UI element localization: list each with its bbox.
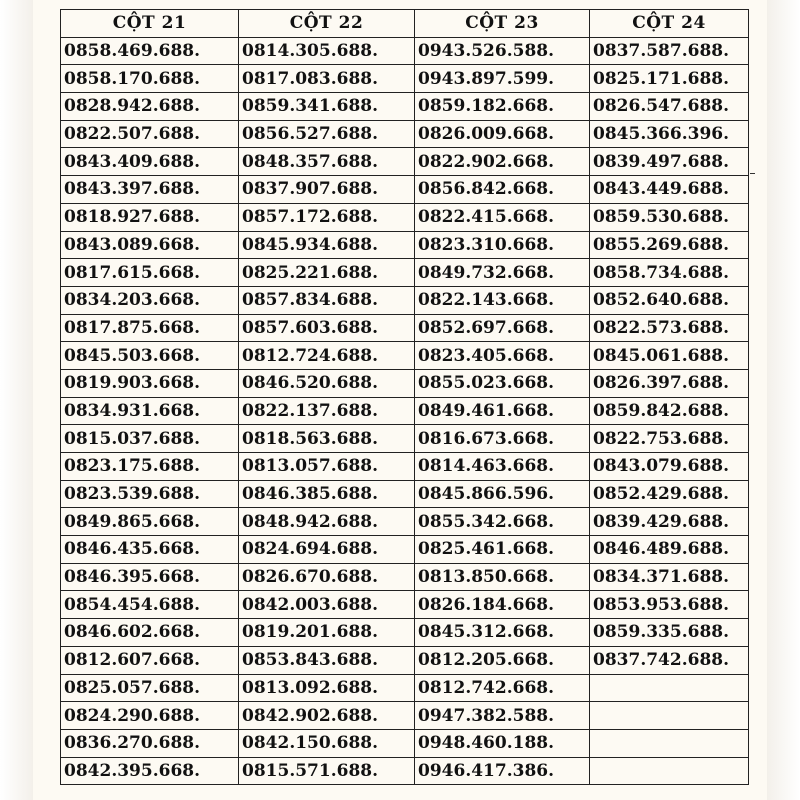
table-row bbox=[61, 508, 749, 536]
header-row bbox=[61, 10, 749, 38]
table-cell: 0943.897.599. bbox=[415, 65, 590, 93]
table-cell: 0843.089.668. bbox=[61, 231, 239, 259]
table-cell: 0842.902.688. bbox=[239, 702, 415, 730]
column-header: CỘT 23 bbox=[415, 10, 590, 38]
table-cell: 0858.170.688. bbox=[61, 65, 239, 93]
table-cell: 0852.640.688. bbox=[590, 286, 749, 314]
table-cell: 0948.460.188. bbox=[415, 729, 590, 757]
table-cell: 0859.335.688. bbox=[590, 619, 749, 647]
table-cell: 0812.607.668. bbox=[61, 646, 239, 674]
table-cell: 0849.461.668. bbox=[415, 397, 590, 425]
table-row bbox=[61, 480, 749, 508]
table-row bbox=[61, 646, 749, 674]
table-row bbox=[61, 120, 749, 148]
table-cell: 0826.397.688. bbox=[590, 369, 749, 397]
table-cell: 0846.520.688. bbox=[239, 369, 415, 397]
table-cell: 0946.417.386. bbox=[415, 757, 590, 785]
table-cell: 0943.526.588. bbox=[415, 37, 590, 65]
table-cell: 0854.454.688. bbox=[61, 591, 239, 619]
table-cell: 0825.057.688. bbox=[61, 674, 239, 702]
table-cell: 0857.603.688. bbox=[239, 314, 415, 342]
table-cell: 0823.539.688. bbox=[61, 480, 239, 508]
table-cell: 0826.184.668. bbox=[415, 591, 590, 619]
table-cell: 0855.023.668. bbox=[415, 369, 590, 397]
table-cell: 0843.449.688. bbox=[590, 176, 749, 204]
table-cell: 0848.942.688. bbox=[239, 508, 415, 536]
table-body bbox=[61, 37, 749, 785]
table-cell: 0859.530.688. bbox=[590, 203, 749, 231]
table-cell: 0836.270.688. bbox=[61, 729, 239, 757]
table-cell: 0822.753.688. bbox=[590, 425, 749, 453]
table-cell: 0845.934.688. bbox=[239, 231, 415, 259]
table-cell: 0856.527.688. bbox=[239, 120, 415, 148]
table-cell: 0839.497.688. bbox=[590, 148, 749, 176]
table-cell: 0825.461.668. bbox=[415, 536, 590, 564]
table-cell: 0842.003.688. bbox=[239, 591, 415, 619]
table-cell: 0845.312.668. bbox=[415, 619, 590, 647]
table-cell bbox=[590, 674, 749, 702]
table-cell: 0822.507.688. bbox=[61, 120, 239, 148]
table-cell: 0855.269.688. bbox=[590, 231, 749, 259]
table-row bbox=[61, 203, 749, 231]
table-row bbox=[61, 93, 749, 121]
table-cell: 0846.602.668. bbox=[61, 619, 239, 647]
table-cell: 0817.083.688. bbox=[239, 65, 415, 93]
table-cell: 0812.724.688. bbox=[239, 342, 415, 370]
table-cell: 0846.489.688. bbox=[590, 536, 749, 564]
table-row bbox=[61, 591, 749, 619]
table-cell: 0853.843.688. bbox=[239, 646, 415, 674]
table-cell: 0816.673.668. bbox=[415, 425, 590, 453]
table-cell: 0819.201.688. bbox=[239, 619, 415, 647]
table-cell: 0848.357.688. bbox=[239, 148, 415, 176]
table-cell: 0822.902.668. bbox=[415, 148, 590, 176]
table-row bbox=[61, 176, 749, 204]
column-header: CỘT 24 bbox=[590, 10, 749, 38]
column-header: CỘT 22 bbox=[239, 10, 415, 38]
table-cell: 0859.182.668. bbox=[415, 93, 590, 121]
table-cell: 0852.697.668. bbox=[415, 314, 590, 342]
phone-number-table bbox=[60, 9, 749, 785]
table-cell: 0828.942.688. bbox=[61, 93, 239, 121]
page-right-margin bbox=[767, 0, 800, 800]
table-cell: 0826.670.688. bbox=[239, 563, 415, 591]
table-cell: 0825.221.688. bbox=[239, 259, 415, 287]
table-cell: 0846.385.688. bbox=[239, 480, 415, 508]
table-row bbox=[61, 397, 749, 425]
table-cell: 0843.409.688. bbox=[61, 148, 239, 176]
table-row bbox=[61, 342, 749, 370]
table-cell: 0858.734.688. bbox=[590, 259, 749, 287]
table-cell: 0855.342.668. bbox=[415, 508, 590, 536]
table-cell: 0834.203.668. bbox=[61, 286, 239, 314]
table-cell: 0817.615.668. bbox=[61, 259, 239, 287]
table-cell: 0825.171.688. bbox=[590, 65, 749, 93]
table-cell: 0822.137.688. bbox=[239, 397, 415, 425]
table-cell: 0849.865.668. bbox=[61, 508, 239, 536]
table-cell: 0857.834.688. bbox=[239, 286, 415, 314]
table-cell: 0813.057.688. bbox=[239, 453, 415, 481]
table-cell: 0815.037.688. bbox=[61, 425, 239, 453]
table-cell: 0839.429.688. bbox=[590, 508, 749, 536]
table-row bbox=[61, 757, 749, 785]
table-cell: 0853.953.688. bbox=[590, 591, 749, 619]
table-cell: 0826.009.668. bbox=[415, 120, 590, 148]
table-header bbox=[61, 10, 749, 38]
table-cell: 0842.395.668. bbox=[61, 757, 239, 785]
table-cell: 0813.850.668. bbox=[415, 563, 590, 591]
table-cell: 0858.469.688. bbox=[61, 37, 239, 65]
table-cell: 0812.205.668. bbox=[415, 646, 590, 674]
table-cell: 0842.150.688. bbox=[239, 729, 415, 757]
table-cell: 0837.742.688. bbox=[590, 646, 749, 674]
table-row bbox=[61, 37, 749, 65]
column-header: CỘT 21 bbox=[61, 10, 239, 38]
table-row bbox=[61, 369, 749, 397]
table-cell: 0843.079.688. bbox=[590, 453, 749, 481]
table-cell: 0859.341.688. bbox=[239, 93, 415, 121]
table-cell: 0813.092.688. bbox=[239, 674, 415, 702]
table-cell bbox=[590, 702, 749, 730]
table-row bbox=[61, 453, 749, 481]
table-cell: 0818.563.688. bbox=[239, 425, 415, 453]
table-cell: 0818.927.688. bbox=[61, 203, 239, 231]
table-cell: 0834.931.668. bbox=[61, 397, 239, 425]
table-cell: 0824.694.688. bbox=[239, 536, 415, 564]
table-row bbox=[61, 619, 749, 647]
table-cell: 0812.742.668. bbox=[415, 674, 590, 702]
table-cell bbox=[590, 757, 749, 785]
table-cell: 0859.842.688. bbox=[590, 397, 749, 425]
table-cell: 0852.429.688. bbox=[590, 480, 749, 508]
table-cell: 0823.310.668. bbox=[415, 231, 590, 259]
table-row bbox=[61, 65, 749, 93]
table-cell: 0845.366.396. bbox=[590, 120, 749, 148]
table-cell: 0837.587.688. bbox=[590, 37, 749, 65]
table-cell: 0845.866.596. bbox=[415, 480, 590, 508]
page-left-margin bbox=[0, 0, 33, 800]
table-cell: 0822.573.688. bbox=[590, 314, 749, 342]
table-cell: 0822.143.668. bbox=[415, 286, 590, 314]
table-row bbox=[61, 702, 749, 730]
table-row bbox=[61, 674, 749, 702]
table-cell: 0814.305.688. bbox=[239, 37, 415, 65]
margin-dash-mark bbox=[750, 173, 755, 174]
table-cell: 0947.382.588. bbox=[415, 702, 590, 730]
table-cell bbox=[590, 729, 749, 757]
table-cell: 0845.503.668. bbox=[61, 342, 239, 370]
table-row bbox=[61, 148, 749, 176]
table-cell: 0814.463.668. bbox=[415, 453, 590, 481]
table-cell: 0843.397.688. bbox=[61, 176, 239, 204]
table-cell: 0856.842.668. bbox=[415, 176, 590, 204]
table-cell: 0817.875.668. bbox=[61, 314, 239, 342]
table-cell: 0837.907.688. bbox=[239, 176, 415, 204]
table-cell: 0834.371.688. bbox=[590, 563, 749, 591]
table-row bbox=[61, 536, 749, 564]
table-cell: 0824.290.688. bbox=[61, 702, 239, 730]
table-row bbox=[61, 259, 749, 287]
table-cell: 0823.175.688. bbox=[61, 453, 239, 481]
table-row bbox=[61, 231, 749, 259]
table-cell: 0845.061.688. bbox=[590, 342, 749, 370]
table-cell: 0849.732.668. bbox=[415, 259, 590, 287]
table-cell: 0826.547.688. bbox=[590, 93, 749, 121]
table-cell: 0846.395.668. bbox=[61, 563, 239, 591]
table-cell: 0857.172.688. bbox=[239, 203, 415, 231]
table-cell: 0823.405.668. bbox=[415, 342, 590, 370]
table-cell: 0846.435.668. bbox=[61, 536, 239, 564]
table-row bbox=[61, 563, 749, 591]
table-cell: 0815.571.688. bbox=[239, 757, 415, 785]
table-row bbox=[61, 286, 749, 314]
table-cell: 0822.415.668. bbox=[415, 203, 590, 231]
table-cell: 0819.903.668. bbox=[61, 369, 239, 397]
table-row bbox=[61, 314, 749, 342]
table-row bbox=[61, 425, 749, 453]
table-row bbox=[61, 729, 749, 757]
